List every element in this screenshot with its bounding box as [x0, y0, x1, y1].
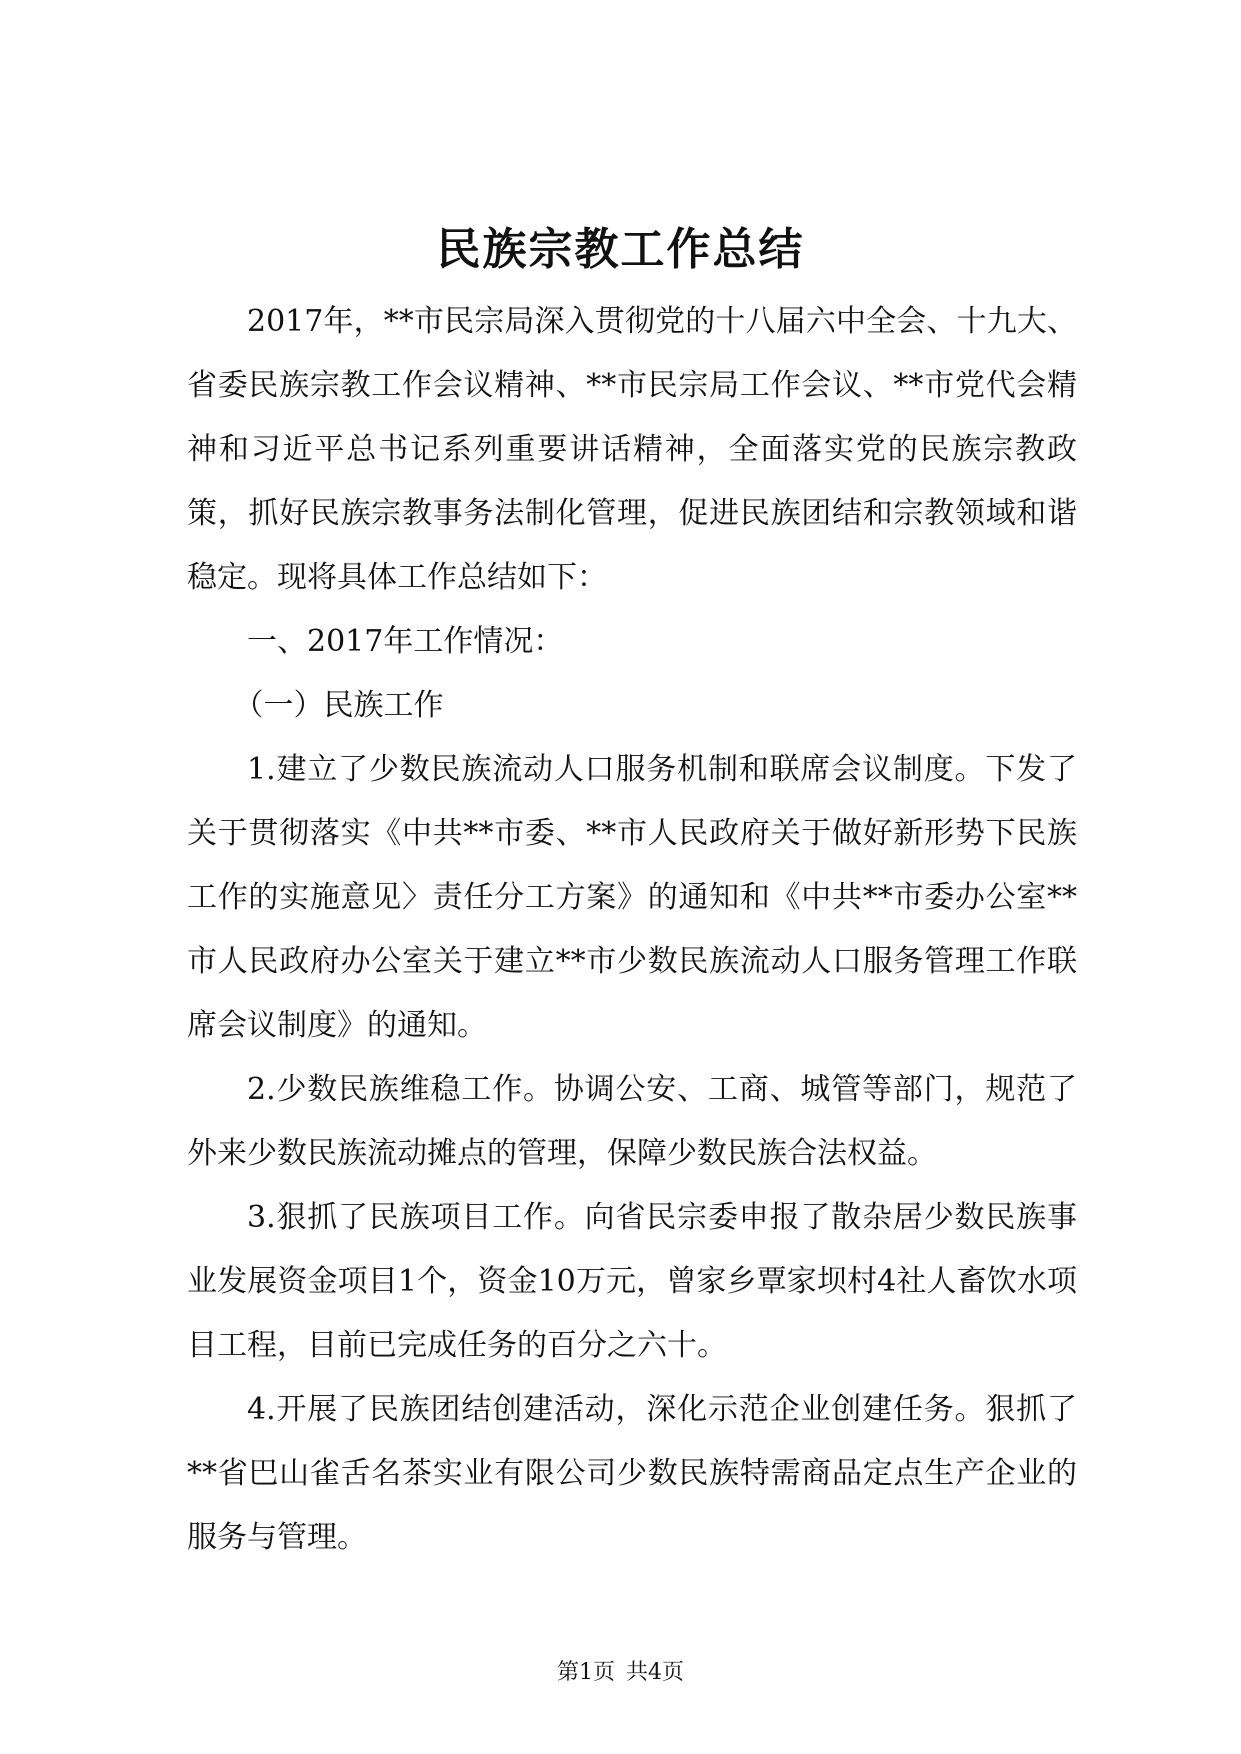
page-footer: 第1页 共4页: [557, 1660, 684, 1685]
subsection-heading: （一）民族工作: [233, 688, 444, 723]
item-paragraph-3: 3.狠抓了民族项目工作。向省民宗委申报了散杂居少数民族事业发展资金项目1个，资金10万元，曾家乡覃家坝村4社人畜饮水项目工程，目前已完成任务的百分之六十。: [187, 1200, 1077, 1363]
document-title: 民族宗教工作总结: [436, 224, 805, 275]
document-body: [187, 290, 1077, 1570]
item-paragraph-2: 2.少数民族维稳工作。协调公安、工商、城管等部门，规范了外来少数民族流动摊点的管理，保障少数民族合法权益。: [187, 1072, 1077, 1171]
item-paragraph-4: 4.开展了民族团结创建活动，深化示范企业创建任务。狠抓了**省巴山雀舌名茶实业有限公司少数民族特需商品定点生产企业的服务与管理。: [187, 1392, 1077, 1555]
section-heading: 一、2017年工作情况：: [247, 624, 564, 659]
item-paragraph-1: 1.建立了少数民族流动人口服务机制和联席会议制度。下发了关于贯彻落实《中共**市委、**市人民政府关于做好新形势下民族工作的实施意见〉责任分工方案》的通知和《中共**市委办公室**市人民政府办公室关于建立**市少数民族流动人口服务管理工作联席会议制度》的通知。: [187, 752, 1077, 1043]
intro-paragraph: 2017年，**市民宗局深入贯彻党的十八届六中全会、十九大、省委民族宗教工作会议精神、**市民宗局工作会议、**市党代会精神和习近平总书记系列重要讲话精神，全面落实党的民族宗教政策，抓好民族宗教事务法制化管理，促进民族团结和宗教领域和谐稳定。现将具体工作总结如下：: [187, 304, 1077, 595]
